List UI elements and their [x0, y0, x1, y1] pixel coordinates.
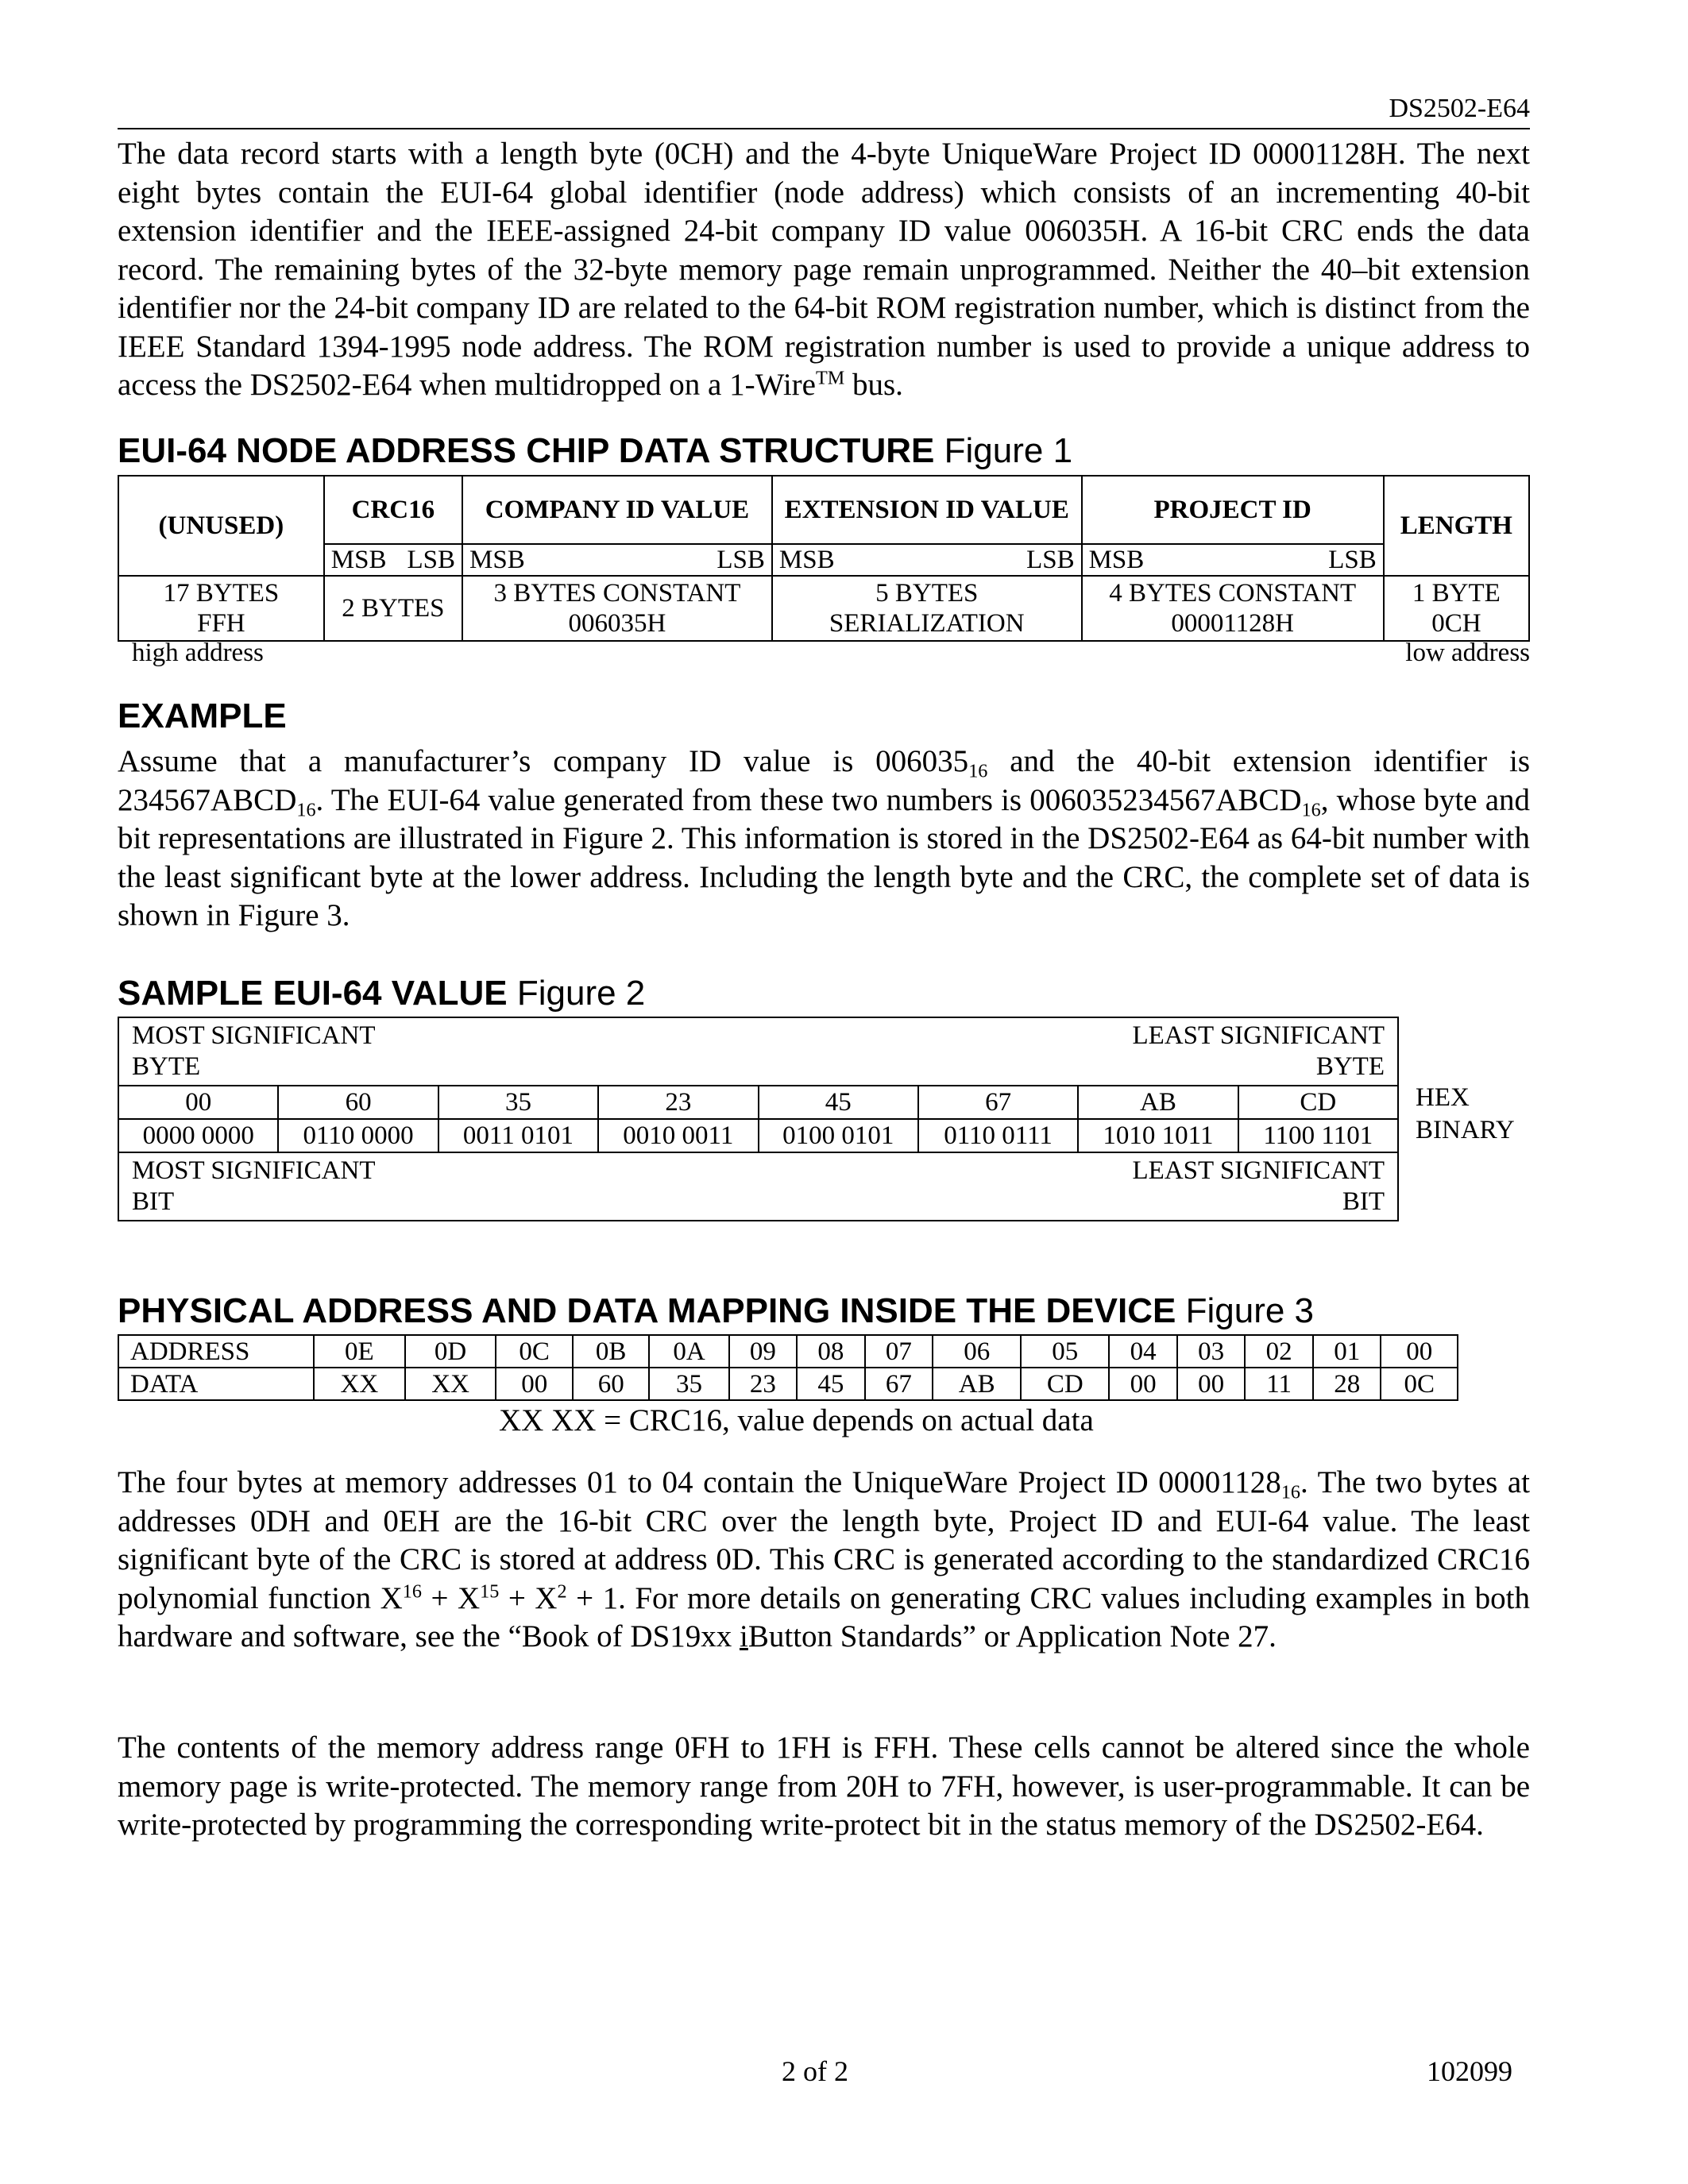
- hex-cell: 45: [759, 1086, 918, 1119]
- address-cell: 0E: [314, 1335, 405, 1368]
- binary-cell: 0110 0000: [278, 1119, 438, 1152]
- figure3-table: [118, 1334, 1458, 1401]
- figure2-title: SAMPLE EUI-64 VALUE Figure 2: [118, 974, 646, 1013]
- address-cell: 06: [933, 1335, 1021, 1368]
- example-paragraph: Assume that a manufacturer’s company ID value is $006035_{16}$ and the 40-bit extension identifier is $234567ABCD_{16}$. The EUI-64 value generated from these two numbers is $006035234567ABCD_{16}$, whose byte and bit representations are illustrated in Figure 2. This information is stored in the DS2502-E64 as 64-bit number with the least significant byte at the lower address. Including the length byte and the CRC, the complete set of data is shown in Figure 3.: [118, 744, 1531, 932]
- cell-company-id: 3 BYTES CONSTANT 006035H: [462, 576, 772, 641]
- hex-cell: CD: [1238, 1086, 1398, 1119]
- figure1-msb-lsb-row: MSB LSB MSB LSB MSB LSB MSB LSB: [118, 544, 1529, 576]
- data-cell: AB: [933, 1368, 1021, 1400]
- col-unused: (UNUSED): [118, 476, 324, 576]
- figure3-address-row: [118, 1335, 1458, 1368]
- cell-project-id: 4 BYTES CONSTANT 00001128H: [1082, 576, 1384, 641]
- doc-id-header: DS2502-E64: [1389, 94, 1530, 123]
- crc-paragraph: The four bytes at memory addresses 01 to 04 contain the UniqueWare Project ID $00001128_{16}$. The two bytes at addresses 0DH and 0EH are the 16-bit CRC over the length byte, Project ID and EUI-64 value. The least significant byte of the CRC is stored at address 0D. This CRC is generated according to the standardized CRC16 polynomial function $X^{16} + X^{15} + X^2 + 1$. For more details on generating CRC values including examples in both hardware and software, see the “Book of DS19xx iButton Standards” or Application Note 27.: [118, 1465, 1530, 1653]
- col-company-id: COMPANY ID VALUE: [462, 476, 772, 544]
- figure1-title: EUI-64 NODE ADDRESS CHIP DATA STRUCTURE Figure 1: [118, 431, 1073, 470]
- data-cell: CD: [1021, 1368, 1109, 1400]
- address-cell: 0C: [496, 1335, 573, 1368]
- trademark-sup: TM: [815, 367, 845, 389]
- data-cell: 35: [649, 1368, 728, 1400]
- hex-cell: 00: [118, 1086, 278, 1119]
- cell-extension-id: 5 BYTES SERIALIZATION: [772, 576, 1082, 641]
- hex-cell: 23: [598, 1086, 758, 1119]
- crc-note: XX XX = CRC16, value depends on actual data: [499, 1403, 1094, 1437]
- col-extension-id: EXTENSION ID VALUE: [772, 476, 1082, 544]
- intro-paragraph: The data record starts with a length byte (0CH) and the 4-byte UniqueWare Project ID 00001128H. The next eight bytes contain the EUI-64 global identifier (node address) which consists of an incrementing 40-bit extension identifier and the IEEE-assigned 24-bit company ID value 006035H. A 16-bit CRC ends the data record. The remaining bytes of the 32-byte memory page remain unprogrammed. Neither the 40–bit extension identifier nor the 24-bit company ID are related to the 64-bit ROM registration number, which is distinct from the IEEE Standard 1394-1995 node address. The ROM registration number is used to provide a unique address to access the DS2502-E64 when multidropped on a 1-Wire™ bus.: [118, 137, 1530, 402]
- low-address-label: low address: [1405, 639, 1530, 667]
- data-cell: XX: [314, 1368, 405, 1400]
- data-label: DATA: [118, 1368, 314, 1400]
- address-cell: 0B: [573, 1335, 650, 1368]
- address-cell: 09: [729, 1335, 798, 1368]
- figure2-bit-footer: MOST SIGNIFICANT BIT LEAST SIGNIFICANT BIT: [118, 1152, 1398, 1221]
- address-cell: 03: [1177, 1335, 1246, 1368]
- figure3-data-row: [118, 1368, 1458, 1400]
- figure2-byte-header: MOST SIGNIFICANT BYTE LEAST SIGNIFICANT BYTE: [118, 1017, 1398, 1086]
- page-number: 2 of 2: [782, 2055, 848, 2087]
- binary-cell: 0000 0000: [118, 1119, 278, 1152]
- data-cell: 00: [1177, 1368, 1246, 1400]
- data-cell: 67: [865, 1368, 933, 1400]
- address-cell: 05: [1021, 1335, 1109, 1368]
- high-address-label: high address: [132, 639, 264, 667]
- binary-cell: 0011 0101: [438, 1119, 598, 1152]
- binary-cell: 1100 1101: [1238, 1119, 1398, 1152]
- col-crc16: CRC16: [324, 476, 462, 544]
- data-cell: 45: [797, 1368, 865, 1400]
- binary-cell: 0110 0111: [918, 1119, 1078, 1152]
- hex-cell: 35: [438, 1086, 598, 1119]
- header-rule: [118, 128, 1530, 129]
- address-cell: 0D: [405, 1335, 496, 1368]
- data-cell: 60: [573, 1368, 650, 1400]
- address-cell: 0A: [649, 1335, 728, 1368]
- data-cell: XX: [405, 1368, 496, 1400]
- figure1-header-row: [118, 476, 1529, 544]
- data-cell: 11: [1245, 1368, 1313, 1400]
- address-cell: 07: [865, 1335, 933, 1368]
- address-cell: 02: [1245, 1335, 1313, 1368]
- hex-cell: 67: [918, 1086, 1078, 1119]
- hex-row-label: HEX: [1416, 1083, 1470, 1112]
- address-cell: 08: [797, 1335, 865, 1368]
- figure3-title: PHYSICAL ADDRESS AND DATA MAPPING INSIDE THE DEVICE Figure 3: [118, 1291, 1315, 1330]
- binary-row-label: BINARY: [1416, 1116, 1515, 1144]
- example-title: EXAMPLE: [118, 696, 287, 735]
- figure1-table: [118, 475, 1530, 642]
- address-cell: 04: [1109, 1335, 1177, 1368]
- cell-crc16: 2 BYTES: [324, 576, 462, 641]
- date-code: 102099: [1427, 2055, 1512, 2087]
- binary-cell: 0100 0101: [759, 1119, 918, 1152]
- data-cell: 0C: [1381, 1368, 1458, 1400]
- col-project-id: PROJECT ID: [1082, 476, 1384, 544]
- binary-cell: 0010 0011: [598, 1119, 758, 1152]
- address-label: ADDRESS: [118, 1335, 314, 1368]
- data-cell: 23: [729, 1368, 798, 1400]
- binary-cell: 1010 1011: [1078, 1119, 1238, 1152]
- hex-cell: 60: [278, 1086, 438, 1119]
- hex-cell: AB: [1078, 1086, 1238, 1119]
- address-cell: 00: [1381, 1335, 1458, 1368]
- figure2-binary-row: [118, 1119, 1398, 1152]
- figure2-table: [118, 1017, 1399, 1221]
- data-cell: 28: [1313, 1368, 1381, 1400]
- memory-paragraph: The contents of the memory address range 0FH to 1FH is FFH. These cells cannot be altered since the whole memory page is write-protected. The memory range from 20H to 7FH, however, is user-programmable. It can be write-protected by programming the corresponding write-protect bit in the status memory of the DS2502-E64.: [118, 1731, 1530, 1842]
- figure1-data-row: [118, 576, 1529, 641]
- data-cell: 00: [1109, 1368, 1177, 1400]
- figure2-hex-row: [118, 1086, 1398, 1119]
- cell-unused: 17 BYTES FFH: [118, 576, 324, 641]
- data-cell: 00: [496, 1368, 573, 1400]
- address-cell: 01: [1313, 1335, 1381, 1368]
- cell-length: 1 BYTE 0CH: [1384, 576, 1529, 641]
- col-length: LENGTH: [1384, 476, 1529, 576]
